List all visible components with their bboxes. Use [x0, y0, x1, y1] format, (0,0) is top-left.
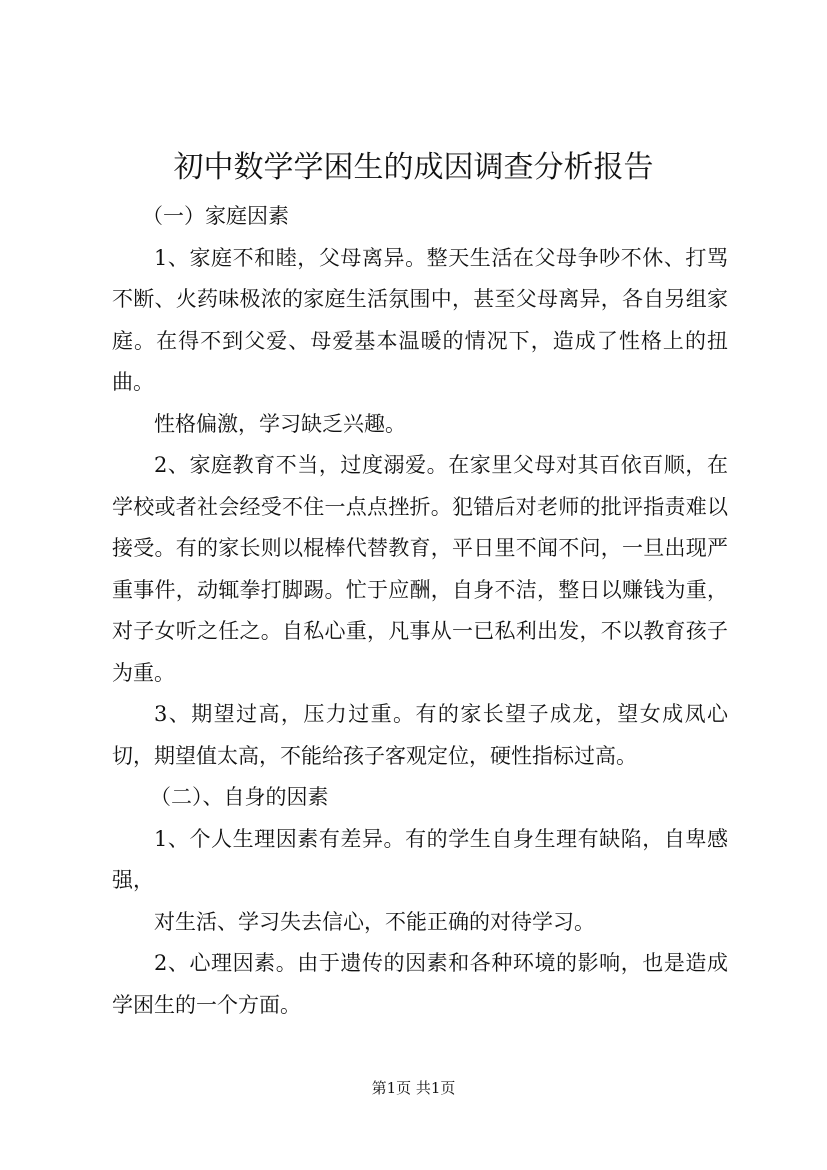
- paragraph-high-expectation: 3、期望过高，压力过重。有的家长望子成龙，望女成凤心切，期望值太高，不能给孩子客观定位，硬性指标过高。: [112, 702, 728, 768]
- document-title: 初中数学学困生的成因调查分析报告: [173, 150, 654, 185]
- page-footer: 第1页 共1页: [371, 1079, 456, 1097]
- paragraph-physiology: 1、个人生理因素有差异。有的学生自身生理有缺陷，自卑感强，: [112, 826, 728, 892]
- paragraph-confidence: 对生活、学习失去信心，不能正确的对待学习。: [154, 909, 595, 934]
- document-body: [112, 196, 728, 1026]
- paragraph-psychology: 2、心理因素。由于遗传的因素和各种环境的影响，也是造成学困生的一个方面。: [112, 951, 728, 1017]
- section-heading-self: （二）、自身的因素: [150, 785, 329, 809]
- paragraph-personality: 性格偏激，学习缺乏兴趣。: [154, 411, 406, 436]
- paragraph-family-discord: 1、家庭不和睦，父母离异。整天生活在父母争吵不休、打骂不断、火药味极浓的家庭生活氛围中，甚至父母离异，各自另组家庭。在得不到父爱、母爱基本温暖的情况下，造成了性格上的扭曲。: [112, 245, 728, 394]
- section-heading-family: （一）家庭因素: [142, 204, 289, 228]
- paragraph-improper-education: 2、家庭教育不当，过度溺爱。在家里父母对其百依百顺，在学校或者社会经受不住一点点挫折。犯错后对老师的批评指责难以接受。有的家长则以棍棒代替教育，平日里不闻不问，一旦出现严重事件，动辄拳打脚踢。忙于应酬，自身不洁，整日以赚钱为重，对子女听之任之。自私心重，凡事从一已私利出发，不以教育孩子为重。: [112, 453, 728, 685]
